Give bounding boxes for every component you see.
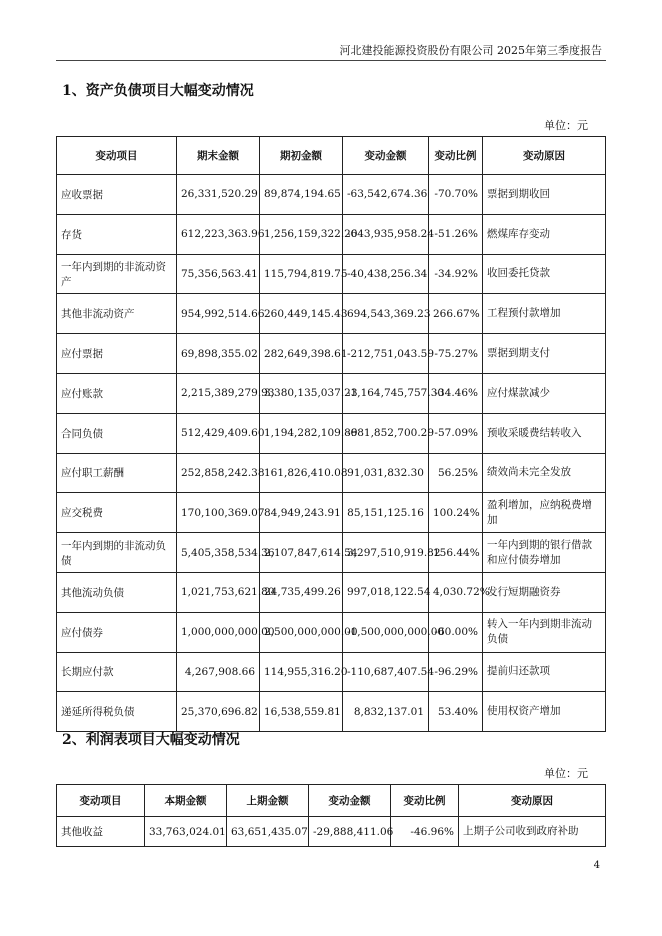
item-cell: 应付职工薪酬 xyxy=(57,453,177,493)
item-cell: 一年内到期的非流动资产 xyxy=(57,254,177,294)
col-header: 本期金额 xyxy=(145,785,227,817)
value-cell: 89,874,194.65 xyxy=(260,175,343,215)
header-title: 河北建投能源投资股份有限公司 2025年第三季度报告 xyxy=(339,44,602,57)
col-header: 变动金额 xyxy=(309,785,391,817)
value-cell: -1,164,745,757.30 xyxy=(343,373,429,413)
value-cell: 114,955,316.20 xyxy=(260,652,343,692)
balance-sheet-table xyxy=(56,136,606,732)
value-cell: -96.29% xyxy=(429,652,483,692)
value-cell: 26,331,520.29 xyxy=(177,175,260,215)
table-row xyxy=(57,817,606,847)
reason-cell: 绩效尚未完全发放 xyxy=(483,453,606,493)
value-cell: -34.46% xyxy=(429,373,483,413)
item-cell: 其他流动负债 xyxy=(57,572,177,612)
value-cell: -212,751,043.59 xyxy=(343,334,429,374)
page-number: 4 xyxy=(593,860,600,871)
value-cell: -643,935,958.24 xyxy=(343,214,429,254)
value-cell: 3,297,510,919.82 xyxy=(343,533,429,573)
table-header-row xyxy=(57,137,606,175)
value-cell: 260,449,145.43 xyxy=(260,294,343,334)
page-header xyxy=(56,38,606,61)
item-cell: 合同负债 xyxy=(57,413,177,453)
value-cell: 694,543,369.23 xyxy=(343,294,429,334)
table-row xyxy=(57,493,606,533)
value-cell: 2,215,389,279.93 xyxy=(177,373,260,413)
value-cell: 53.40% xyxy=(429,692,483,732)
value-cell: 170,100,369.07 xyxy=(177,493,260,533)
value-cell: 1,000,000,000.00 xyxy=(177,612,260,652)
section2-heading: 2、利润表项目大幅变动情况 xyxy=(62,732,240,748)
section2-unit: 单位：元 xyxy=(544,767,588,780)
reason-cell: 转入一年内到期非流动负债 xyxy=(483,612,606,652)
reason-cell: 提前归还款项 xyxy=(483,652,606,692)
col-header: 变动金额 xyxy=(343,137,429,175)
item-cell: 应付债券 xyxy=(57,612,177,652)
value-cell: -34.92% xyxy=(429,254,483,294)
reason-cell: 应付煤款减少 xyxy=(483,373,606,413)
table-row xyxy=(57,652,606,692)
value-cell: 4,267,908.66 xyxy=(177,652,260,692)
value-cell: 997,018,122.54 xyxy=(343,572,429,612)
reason-cell: 燃煤库存变动 xyxy=(483,214,606,254)
value-cell: -681,852,700.29 xyxy=(343,413,429,453)
item-cell: 应收票据 xyxy=(57,175,177,215)
value-cell: -29,888,411.06 xyxy=(309,817,391,847)
value-cell: 91,031,832.30 xyxy=(343,453,429,493)
reason-cell: 收回委托贷款 xyxy=(483,254,606,294)
table-row xyxy=(57,175,606,215)
value-cell: -1,500,000,000.00 xyxy=(343,612,429,652)
value-cell: -40,438,256.34 xyxy=(343,254,429,294)
col-header: 变动比例 xyxy=(429,137,483,175)
item-cell: 其他收益 xyxy=(57,817,145,847)
value-cell: 2,107,847,614.54 xyxy=(260,533,343,573)
reason-cell: 一年内到期的银行借款和应付债券增加 xyxy=(483,533,606,573)
table-row xyxy=(57,214,606,254)
col-header: 变动原因 xyxy=(459,785,606,817)
item-cell: 长期应付款 xyxy=(57,652,177,692)
value-cell: -51.26% xyxy=(429,214,483,254)
value-cell: -46.96% xyxy=(391,817,459,847)
table-row xyxy=(57,692,606,732)
value-cell: 63,651,435.07 xyxy=(227,817,309,847)
reason-cell: 票据到期收回 xyxy=(483,175,606,215)
reason-cell: 上期子公司收到政府补助 xyxy=(459,817,606,847)
value-cell: 85,151,125.16 xyxy=(343,493,429,533)
col-header: 变动项目 xyxy=(57,137,177,175)
table-header-row xyxy=(57,785,606,817)
value-cell: -63,542,674.36 xyxy=(343,175,429,215)
table-row xyxy=(57,294,606,334)
income-statement-table xyxy=(56,784,606,847)
col-header: 变动项目 xyxy=(57,785,145,817)
value-cell: 3,380,135,037.23 xyxy=(260,373,343,413)
value-cell: 266.67% xyxy=(429,294,483,334)
col-header: 变动原因 xyxy=(483,137,606,175)
col-header: 上期金额 xyxy=(227,785,309,817)
item-cell: 一年内到期的非流动负债 xyxy=(57,533,177,573)
table-row xyxy=(57,373,606,413)
table-row xyxy=(57,572,606,612)
value-cell: 115,794,819.75 xyxy=(260,254,343,294)
reason-cell: 票据到期支付 xyxy=(483,334,606,374)
value-cell: 33,763,024.01 xyxy=(145,817,227,847)
value-cell: 156.44% xyxy=(429,533,483,573)
value-cell: 161,826,410.08 xyxy=(260,453,343,493)
item-cell: 应交税费 xyxy=(57,493,177,533)
col-header: 期初金额 xyxy=(260,137,343,175)
col-header: 期末金额 xyxy=(177,137,260,175)
value-cell: -57.09% xyxy=(429,413,483,453)
value-cell: 1,021,753,621.80 xyxy=(177,572,260,612)
value-cell: -110,687,407.54 xyxy=(343,652,429,692)
item-cell: 递延所得税负债 xyxy=(57,692,177,732)
value-cell: 75,356,563.41 xyxy=(177,254,260,294)
reason-cell: 发行短期融资券 xyxy=(483,572,606,612)
section1-unit: 单位：元 xyxy=(544,119,588,132)
reason-cell: 盈利增加，应纳税费增加 xyxy=(483,493,606,533)
item-cell: 应付票据 xyxy=(57,334,177,374)
value-cell: -60.00% xyxy=(429,612,483,652)
value-cell: -70.70% xyxy=(429,175,483,215)
value-cell: -75.27% xyxy=(429,334,483,374)
value-cell: 1,194,282,109.89 xyxy=(260,413,343,453)
item-cell: 应付账款 xyxy=(57,373,177,413)
table-row xyxy=(57,413,606,453)
item-cell: 存货 xyxy=(57,214,177,254)
value-cell: 16,538,559.81 xyxy=(260,692,343,732)
value-cell: 252,858,242.38 xyxy=(177,453,260,493)
table-row xyxy=(57,254,606,294)
section1-heading: 1、资产负债项目大幅变动情况 xyxy=(62,83,254,99)
item-cell: 其他非流动资产 xyxy=(57,294,177,334)
value-cell: 100.24% xyxy=(429,493,483,533)
reason-cell: 使用权资产增加 xyxy=(483,692,606,732)
table-row xyxy=(57,453,606,493)
table-row xyxy=(57,334,606,374)
value-cell: 612,223,363.96 xyxy=(177,214,260,254)
value-cell: 8,832,137.01 xyxy=(343,692,429,732)
value-cell: 56.25% xyxy=(429,453,483,493)
col-header: 变动比例 xyxy=(391,785,459,817)
table-row xyxy=(57,612,606,652)
value-cell: 954,992,514.66 xyxy=(177,294,260,334)
value-cell: 1,256,159,322.20 xyxy=(260,214,343,254)
value-cell: 24,735,499.26 xyxy=(260,572,343,612)
value-cell: 84,949,243.91 xyxy=(260,493,343,533)
value-cell: 25,370,696.82 xyxy=(177,692,260,732)
value-cell: 512,429,409.60 xyxy=(177,413,260,453)
reason-cell: 预收采暖费结转收入 xyxy=(483,413,606,453)
value-cell: 5,405,358,534.36 xyxy=(177,533,260,573)
table-row xyxy=(57,533,606,573)
value-cell: 282,649,398.61 xyxy=(260,334,343,374)
value-cell: 4,030.72% xyxy=(429,572,483,612)
value-cell: 2,500,000,000.00 xyxy=(260,612,343,652)
value-cell: 69,898,355.02 xyxy=(177,334,260,374)
reason-cell: 工程预付款增加 xyxy=(483,294,606,334)
